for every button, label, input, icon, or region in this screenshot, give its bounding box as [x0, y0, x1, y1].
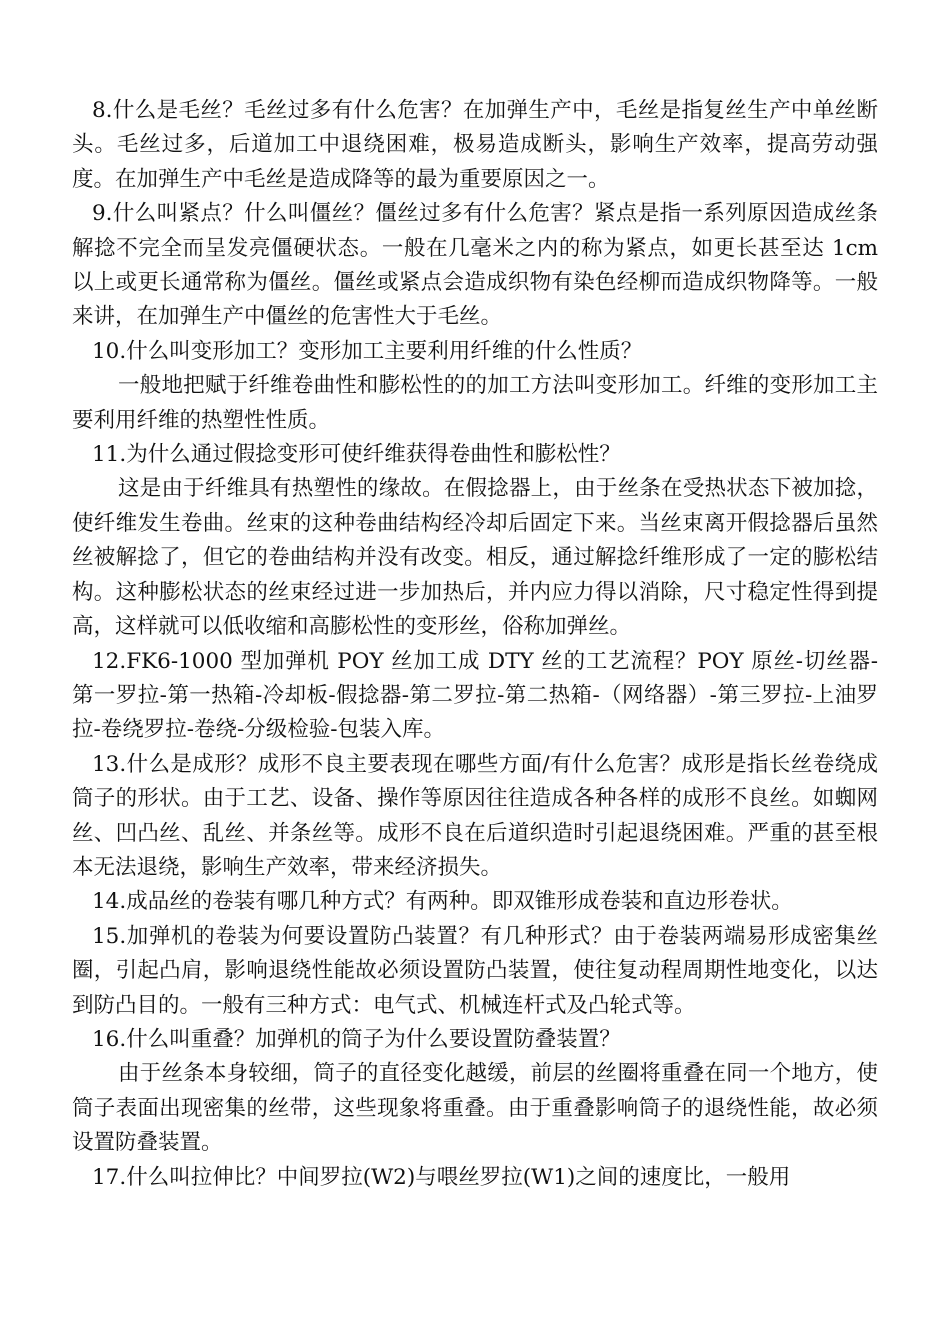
document-page — [72, 94, 878, 1195]
paragraph-q14: 14.成品丝的卷装有哪几种方式？有两种。即双锥形成卷装和直边形卷状。 — [92, 889, 793, 915]
paragraph-a16: 由于丝条本身较细，筒子的直径变化越缓，前层的丝圈将重叠在同一个地方，使筒子表面出现密集的丝带，这些现象将重叠。由于重叠影响筒子的退绕性能，故必须设置防叠装置。 — [72, 1061, 878, 1156]
paragraph-q11: 11.为什么通过假捻变形可使纤维获得卷曲性和膨松性？ — [92, 442, 621, 468]
paragraph-q16: 16.什么叫重叠？加弹机的筒子为什么要设置防叠装置？ — [92, 1026, 621, 1052]
paragraph-q8: 8.什么是毛丝？毛丝过多有什么危害？在加弹生产中，毛丝是指复丝生产中单丝断头。毛丝过多，后道加工中退绕困难，极易造成断头，影响生产效率，提高劳动强度。在加弹生产中毛丝是造成降等的最为重要原因之一。 — [72, 98, 878, 192]
paragraph-a11: 这是由于纤维具有热塑性的缘故。在假捻器上，由于丝条在受热状态下被加捻，使纤维发生卷曲。丝束的这种卷曲结构经冷却后固定下来。当丝束离开假捻器后虽然丝被解捻了，但它的卷曲结构并没有改变。相反，通过解捻纤维形成了一定的膨松结构。这种膨松状态的丝束经过进一步加热后，并内应力得以消除，尺寸稳定性得到提高，这样就可以低收缩和高膨松性的变形丝，俗称加弹丝。 — [72, 476, 878, 640]
paragraph-q13: 13.什么是成形？成形不良主要表现在哪些方面/有什么危害？成形是指长丝卷绕成筒子的形状。由于工艺、设备、操作等原因往往造成各种各样的成形不良丝。如蜘网丝、凹凸丝、乱丝、并条丝等。成形不良在后道织造时引起退绕困难。严重的甚至根本无法退绕，影响生产效率，带来经济损失。 — [72, 751, 878, 880]
paragraph-q12: 12.FK6-1000 型加弹机 POY 丝加工成 DTY 丝的工艺流程？POY 原丝-切丝器-第一罗拉-第一热箱-冷却板-假捻器-第二罗拉-第二热箱-（网络器）-第三罗拉-上油罗拉-卷绕罗拉-卷绕-分级检验-包装入库。 — [72, 648, 878, 743]
paragraph-q9: 9.什么叫紧点？什么叫僵丝？僵丝过多有什么危害？紧点是指一系列原因造成丝条解捻不完全而呈发亮僵硬状态。一般在几毫米之内的称为紧点，如更长甚至达 1cm 以上或更长通常称为僵丝。僵丝或紧点会造成织物有染色经柳而造成织物降等。一般来讲，在加弹生产中僵丝的危害性大于毛丝。 — [72, 201, 878, 330]
paragraph-q17: 17.什么叫拉伸比？中间罗拉(W2)与喂丝罗拉(W1)之间的速度比，一般用 — [92, 1164, 791, 1190]
paragraph-a10: 一般地把赋于纤维卷曲性和膨松性的的加工方法叫变形加工。纤维的变形加工主要利用纤维的热塑性性质。 — [72, 373, 878, 433]
paragraph-q10: 10.什么叫变形加工？变形加工主要利用纤维的什么性质？ — [92, 338, 643, 364]
paragraph-q15: 15.加弹机的卷装为何要设置防凸装置？有几种形式？由于卷装两端易形成密集丝圈，引起凸肩，影响退绕性能故必须设置防凸装置，使往复动程周期性地变化，以达到防凸目的。一般有三种方式：电气式、机械连杆式及凸轮式等。 — [72, 923, 878, 1018]
